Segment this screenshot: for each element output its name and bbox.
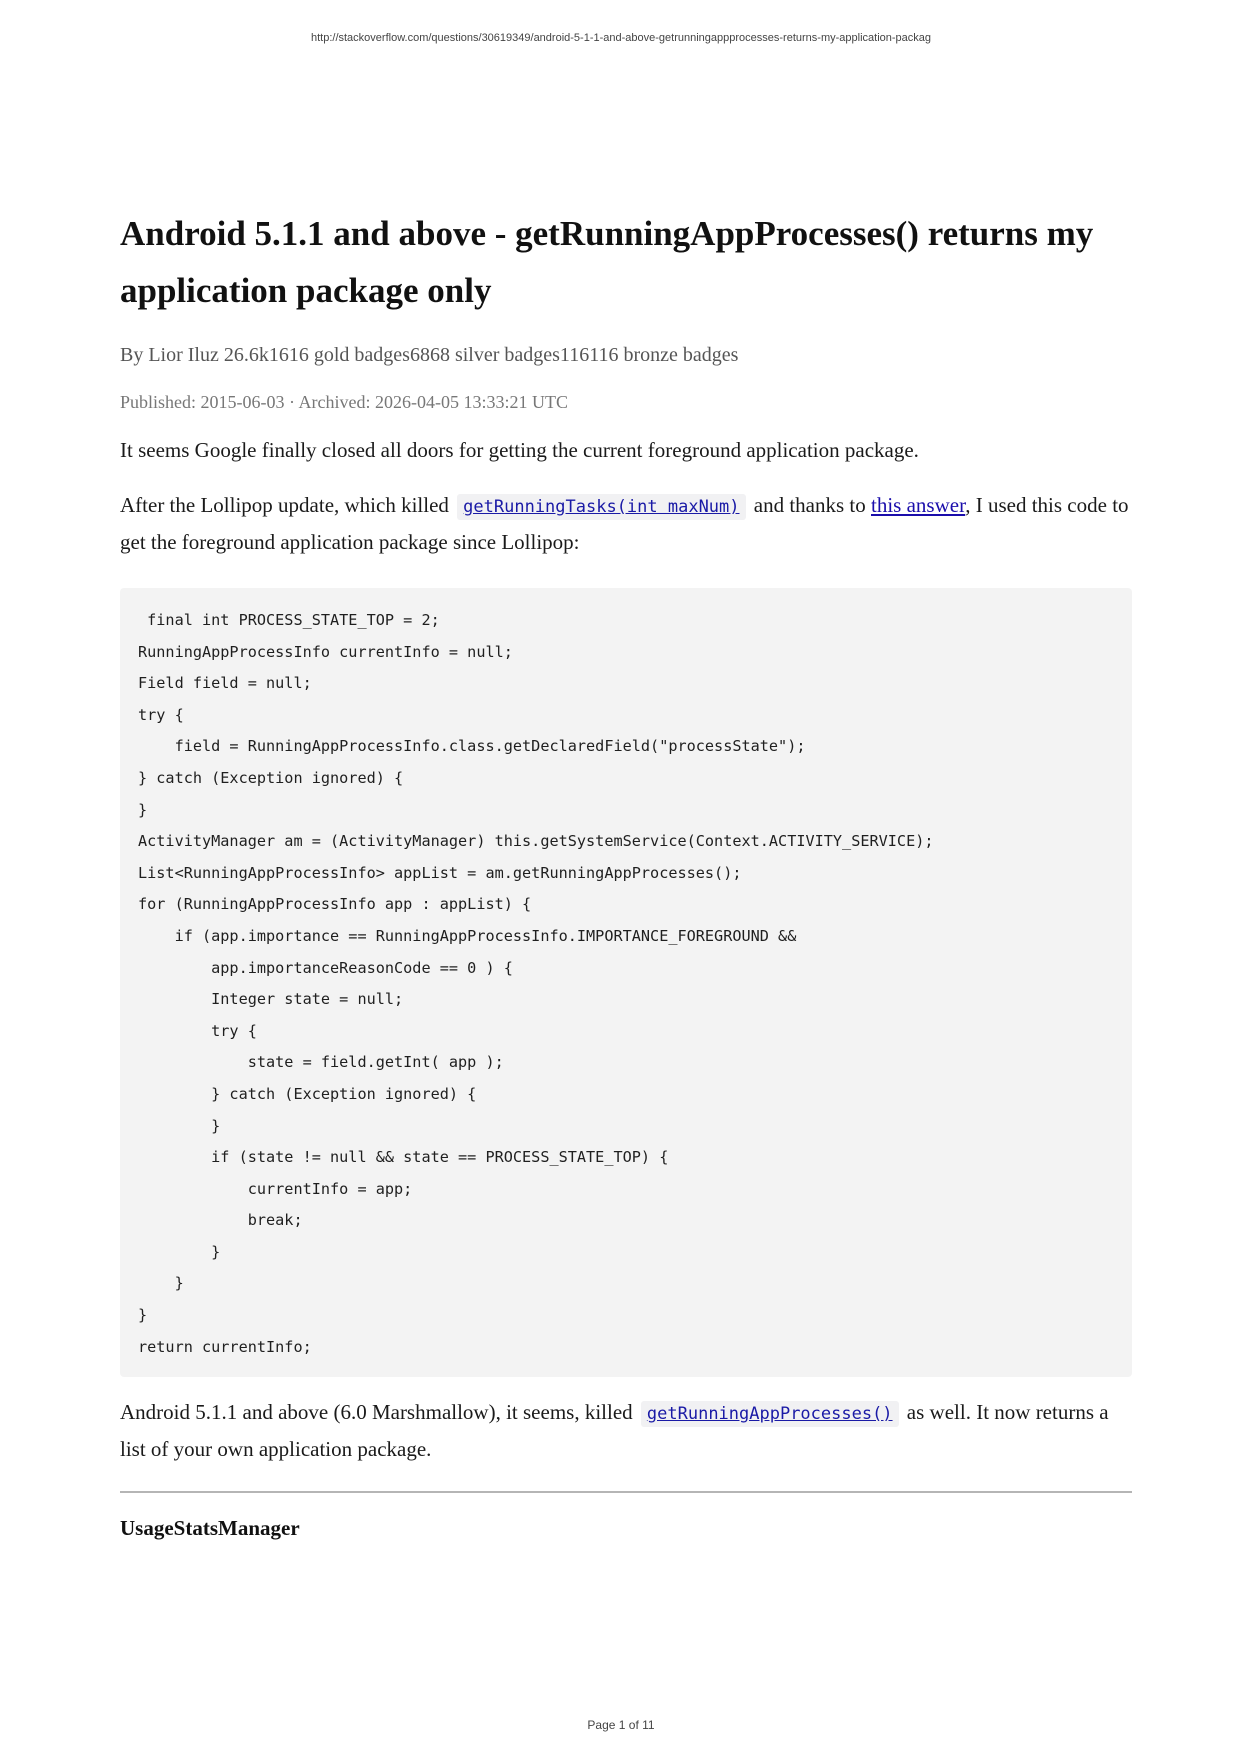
paragraph-text: as well. It now returns a list of your own application package. — [120, 1400, 1109, 1462]
code-content: final int PROCESS_STATE_TOP = 2; RunningAppProcessInfo currentInfo = null; Field field = null; try { field = RunningAppProcessInfo.class.getDeclaredField("processState"); } catch (Exception ignored) { } ActivityManager am = (ActivityManager) this.getSystemService(Context.ACTIVITY_SERVICE); List<RunningAppProcessInfo> appList = am.getRunningAppProcesses(); for (RunningAppProcessInfo app : appList) { if (app.importance == RunningAppProcessInfo.IMPORTANCE_FOREGROUND && app.importanceReasonCode == 0 ) { Integer state = null; try { state = field.getInt( app ); } catch (Exception ignored) { } if (state != null && state == PROCESS_STATE_TOP) { currentInfo = app; break; } } } return currentInfo; — [138, 611, 934, 1356]
paragraph-intro: It seems Google finally closed all doors for getting the current foreground application package. — [120, 438, 919, 462]
inline-code-link[interactable]: getRunningAppProcesses() — [641, 1401, 899, 1427]
paragraph-text: and thanks to — [753, 493, 866, 517]
paragraph-marshmallow — [120, 1395, 1132, 1467]
paragraph-text: Android 5.1.1 and above (6.0 Marshmallow), it seems, killed — [120, 1400, 633, 1425]
section-heading: UsageStatsManager — [120, 1516, 300, 1541]
paragraph-lollipop — [120, 488, 1132, 560]
page-number: Page 1 of 11 — [587, 1718, 655, 1732]
author-byline: By Lior Iluz 26.6k1616 gold badges6868 silver badges116116 bronze badges — [120, 344, 739, 366]
section-divider — [120, 1491, 1132, 1493]
paragraph-text: After the Lollipop update, which killed — [120, 493, 449, 517]
article — [120, 205, 1132, 1541]
code-block — [120, 588, 1132, 1377]
inline-code-link[interactable]: getRunningTasks(int maxNum) — [457, 494, 745, 520]
paragraph-text: , I used this code to get the foreground application package since Lollipop: — [120, 493, 1129, 554]
page-title: Android 5.1.1 and above - getRunningAppProcesses() returns my application package only — [120, 214, 1094, 310]
publish-dates: Published: 2015-06-03 · Archived: 2026-04-05 13:33:21 UTC — [120, 392, 568, 412]
page-url-header: http://stackoverflow.com/questions/30619349/android-5-1-1-and-above-getrunningappprocesses-returns-my-application-packag — [310, 32, 932, 44]
this-answer-link[interactable]: this answer — [871, 493, 966, 517]
